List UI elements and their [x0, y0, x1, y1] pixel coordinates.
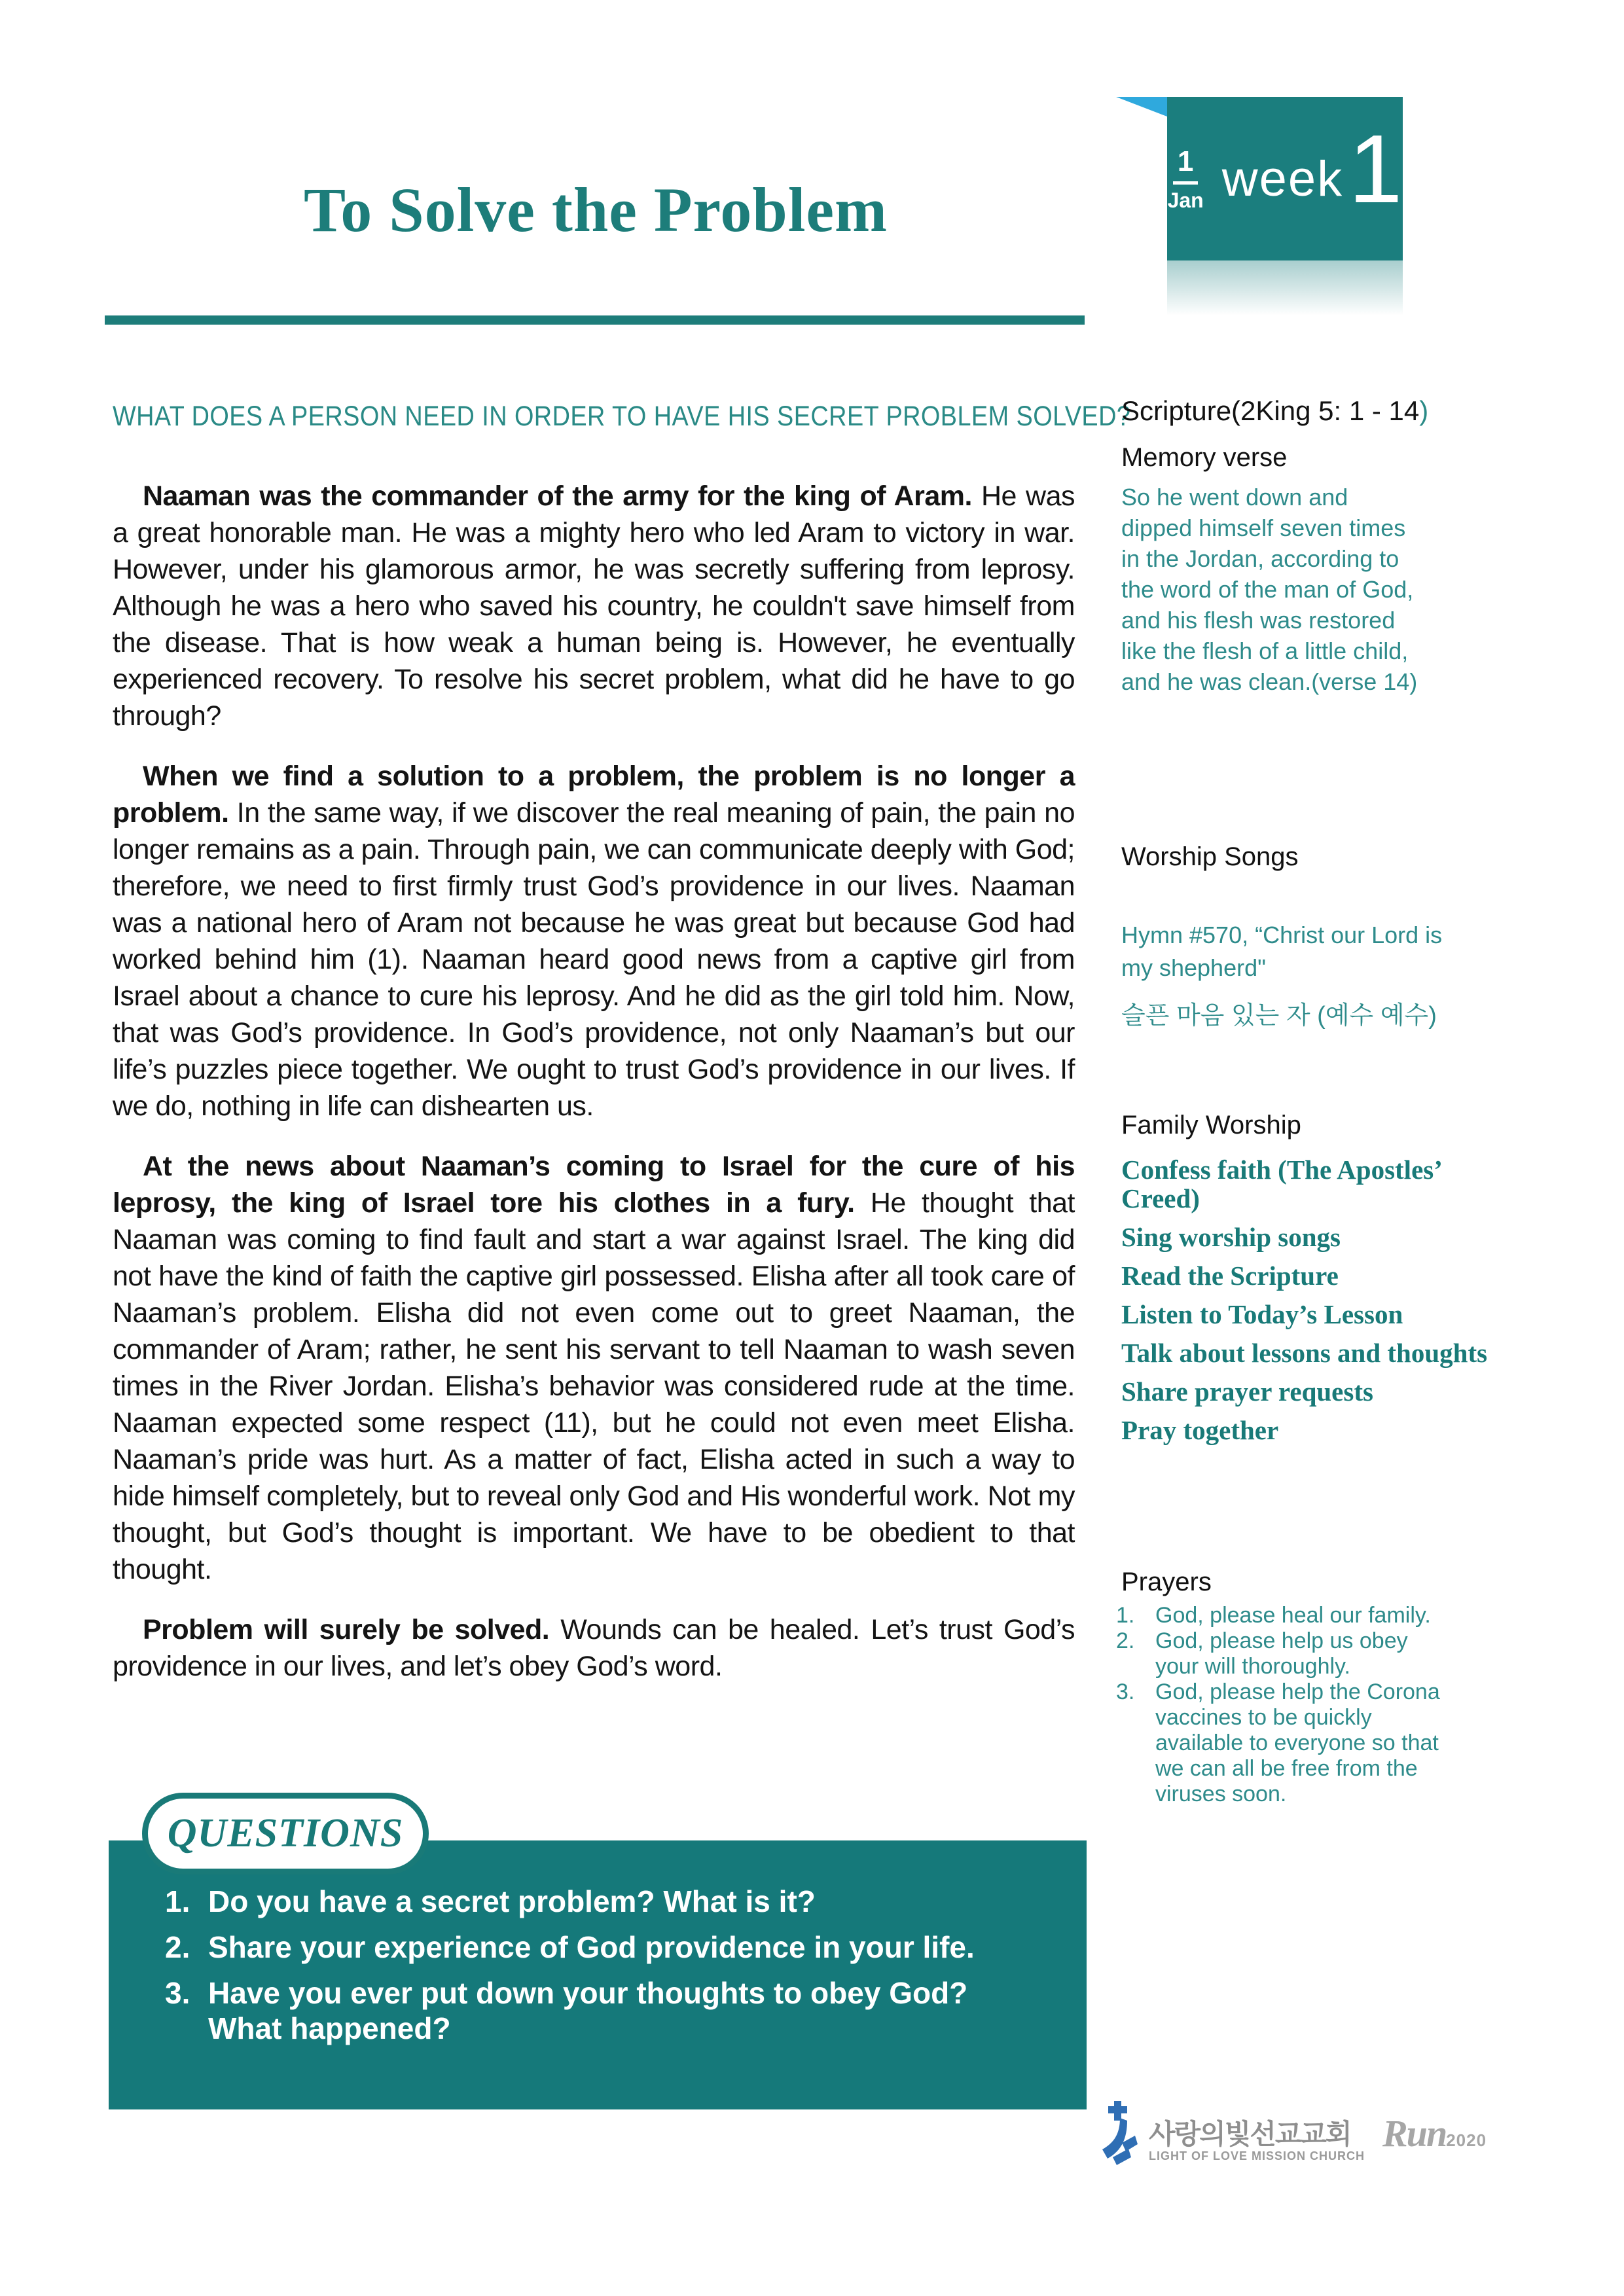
- questions-title: QUESTIONS: [167, 1811, 404, 1856]
- family-worship-label: Family Worship: [1121, 1111, 1301, 1139]
- church-name-english: LIGHT OF LOVE MISSION CHURCH: [1149, 2149, 1365, 2162]
- family-worship-item: Share prayer requests: [1121, 1376, 1373, 1407]
- worship-songs-label: Worship Songs: [1121, 842, 1299, 871]
- question-header: [113, 401, 1269, 433]
- badge-date: [1168, 147, 1204, 211]
- question-text: Do you have a secret problem? What is it?: [208, 1884, 816, 1918]
- paragraph-rest: He thought that Naaman was coming to find fault and start a war against Israel. The king did not have the kind of faith the captive girl possessed. Elisha after all took care of Naaman’s problem. Elisha did not even come out to greet Naaman, the commander of Aram; rather, he sent his servant to tell Naaman to wash seven times in the River Jordan. Elisha’s behavior was considered rude at the time. Naaman expected some respect (11), but he could not even meet Elisha. Naaman’s pride was hurt. As a matter of fact, Elisha acted in such a way to hide himself completely, but to reveal only God and His wonderful work. Not my thought, but God’s thought is important. We have to be obedient to that thought.: [113, 1187, 1075, 1585]
- prayer-text: God, please help us obey your will thoroughly.: [1155, 1628, 1408, 1679]
- scripture-paren: ): [1419, 395, 1429, 426]
- badge-reflection: [1167, 260, 1403, 315]
- prayer-number: 3.: [1116, 1679, 1135, 1704]
- badge-month: Jan: [1167, 188, 1204, 212]
- run-logo-year: 2020: [1446, 2130, 1487, 2150]
- page-title: To Solve the Problem: [303, 175, 888, 245]
- badge-fraction-bar: [1173, 181, 1198, 185]
- paragraph-rest: In the same way, if we discover the real meaning of pain, the pain no longer remains as a pain. Through pain, we can communicate deeply with God; therefore, we need to first firmly trust God’s providence in our lives. Naaman was a national hero of Aram not because he was great but because God had worked behind him (1). Naaman heard good news from a captive girl from Israel about a chance to cure his leprosy. And he did as the girl told him. Now, that was God’s providence. In God’s providence, not only Naaman’s but our life’s puzzles piece together. We ought to trust God’s providence in our lives. If we do, nothing in life can dishearten us.: [113, 797, 1075, 1122]
- prayer-item: [1116, 1603, 1441, 1628]
- title-divider: [105, 315, 1085, 325]
- week-badge: [1167, 97, 1403, 260]
- paragraph: [113, 1148, 1075, 1588]
- family-worship-item: Confess faith (The Apostles’ Creed): [1121, 1155, 1441, 1213]
- family-worship-item: Read the Scripture: [1121, 1261, 1339, 1291]
- scripture-reference: [1121, 395, 1428, 427]
- family-worship-item: Listen to Today’s Lesson: [1121, 1299, 1403, 1329]
- family-worship-item: Pray together: [1121, 1415, 1279, 1445]
- badge-week-number: 1: [1348, 115, 1403, 223]
- paragraph-lead: When we find a solution to a problem, the problem is no longer a problem.: [113, 761, 1075, 829]
- lesson-body: [113, 478, 1075, 1708]
- memory-verse-text: So he went down and dipped himself seven times in the Jordan, according to the word of the man of God, and his flesh was restored like the flesh of a little child, and he was clean.(verse 14): [1121, 484, 1418, 695]
- prayer-number: 1.: [1116, 1603, 1135, 1628]
- family-worship-list: [1121, 1155, 1496, 1454]
- paragraph-lead: Naaman was the commander of the army for the king of Aram.: [143, 480, 972, 512]
- paragraph-lead: Problem will surely be solved.: [143, 1614, 550, 1645]
- paragraph: [113, 478, 1075, 734]
- prayer-item: [1116, 1628, 1441, 1679]
- family-worship-item: Sing worship songs: [1121, 1222, 1341, 1252]
- family-worship-item: Talk about lessons and thoughts: [1121, 1338, 1488, 1368]
- memory-verse-label: Memory verse: [1121, 443, 1288, 472]
- paragraph-lead: At the news about Naaman’s coming to Israel for the cure of his leprosy, the king of Israel tore his clothes in a fury.: [113, 1151, 1075, 1219]
- scripture-reference-text: Scripture(2King 5: 1 - 14: [1121, 395, 1420, 426]
- hymn-korean-title: 슬픈 마음 있는 자 (예수 예수): [1121, 1002, 1437, 1030]
- prayers-list: [1116, 1603, 1441, 1807]
- paragraph-rest: He was a great honorable man. He was a mighty hero who led Aram to victory in war. However, under his glamorous armor, he was secretly suffering from leprosy. Although he was a hero who saved his country, he couldn't save himself from the disease. That is how weak a human being is. However, he eventually experienced recovery. To resolve his secret problem, what did he have to go through?: [113, 480, 1075, 732]
- question-text: Have you ever put down your thoughts to obey God? What happened?: [208, 1976, 968, 2045]
- hymn-title: Hymn #570, “Christ our Lord is my shepherd": [1121, 922, 1443, 981]
- paragraph: [113, 758, 1075, 1124]
- church-name-korean: 사랑의빛선교교회: [1149, 2119, 1351, 2149]
- ribbon-fold-icon: [1116, 97, 1167, 117]
- church-logo-icon: [1098, 2100, 1138, 2171]
- prayer-text: God, please help the Corona vaccines to be quickly available to everyone so that we can all be free from the viruses soon.: [1155, 1679, 1440, 1806]
- badge-week-word: week: [1221, 151, 1344, 207]
- question-text: Share your experience of God providence in your life.: [208, 1930, 975, 1964]
- questions-title-pill: [142, 1793, 429, 1874]
- question-item: [165, 1975, 1041, 2046]
- question-number: 3.: [165, 1976, 190, 2010]
- question-header-text: WHAT DOES A PERSON NEED IN ORDER TO HAVE HIS SECRET PROBLEM SOLVED?: [113, 401, 1131, 432]
- prayer-text: God, please heal our family.: [1155, 1603, 1431, 1628]
- prayer-number: 2.: [1116, 1628, 1135, 1653]
- questions-panel: [109, 1840, 1087, 2109]
- prayers-label: Prayers: [1121, 1568, 1212, 1596]
- question-item: [165, 1929, 1041, 1965]
- prayer-item: [1116, 1679, 1441, 1807]
- badge-day: 1: [1177, 145, 1194, 177]
- question-item: [165, 1884, 1041, 1919]
- run-2020-logo: [1382, 2111, 1487, 2155]
- paragraph-rest: Wounds can be healed. Let’s trust God’s providence in our lives, and let’s obey God’s word.: [113, 1614, 1075, 1682]
- paragraph: [113, 1611, 1075, 1685]
- question-number: 2.: [165, 1930, 190, 1964]
- run-logo-script: Run: [1382, 2112, 1447, 2155]
- question-number: 1.: [165, 1884, 190, 1918]
